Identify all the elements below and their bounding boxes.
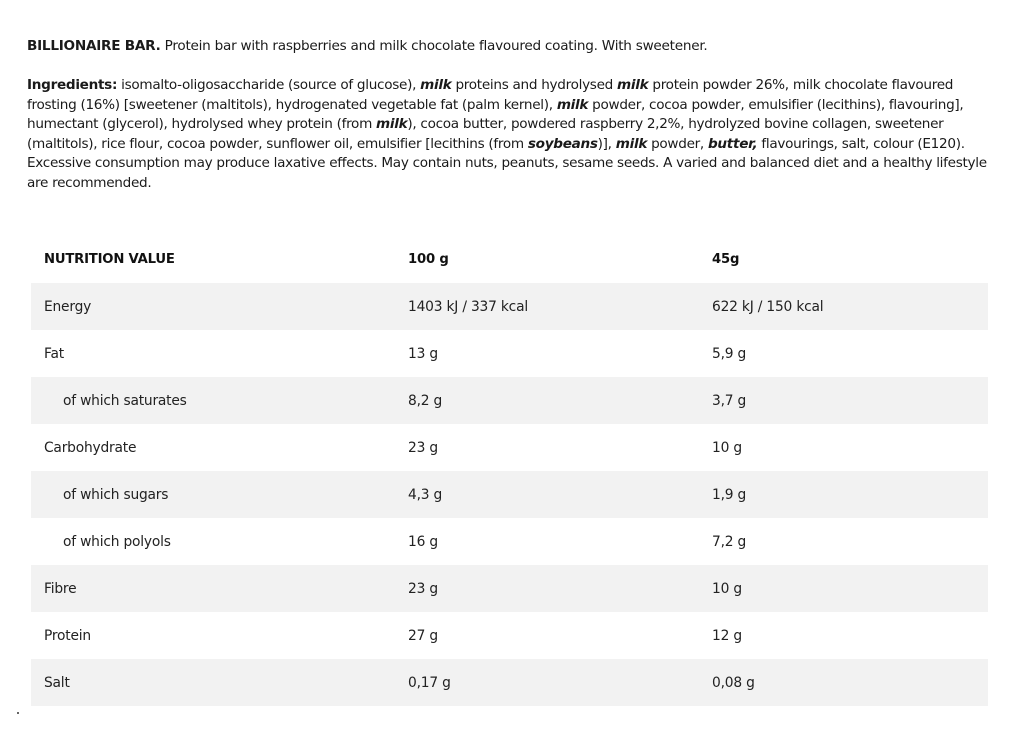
value-per-100g: 13 g [408, 345, 438, 362]
nutrient-name: Fat [44, 345, 64, 362]
table-row [31, 518, 988, 565]
header-per-100g: 100 g [408, 251, 449, 267]
nutrient-name: Energy [44, 298, 92, 315]
value-per-45g: 7,2 g [712, 533, 747, 550]
allergen-text: soybeans [527, 135, 598, 152]
value-per-45g: 622 kJ / 150 kcal [712, 298, 824, 315]
header-per-45g: 45g [712, 251, 740, 267]
nutrient-name: Fibre [44, 580, 77, 597]
value-per-100g: 4,3 g [408, 486, 443, 503]
ingredients-text: isomalto-oligosaccharide (source of glucose), [121, 77, 421, 93]
value-per-100g: 8,2 g [408, 392, 443, 409]
value-per-100g: 0,17 g [408, 674, 451, 691]
table-row [31, 283, 988, 330]
stray-dot [17, 712, 19, 714]
ingredients-label: Ingredients: [27, 77, 118, 93]
nutrient-name: of which sugars [63, 486, 169, 503]
nutrient-name: of which saturates [63, 392, 187, 409]
product-description: Protein bar with raspberries and milk chocolate flavoured coating. With sweetener. [160, 38, 708, 54]
value-per-45g: 5,9 g [712, 345, 747, 362]
value-per-100g: 23 g [408, 439, 438, 456]
ingredients-text: )], [597, 135, 616, 152]
nutrient-name: of which polyols [63, 533, 171, 550]
value-per-100g: 16 g [408, 533, 438, 550]
header-nutrition-value: NUTRITION VALUE [44, 251, 175, 267]
nutrition-table [31, 235, 988, 706]
ingredients-text: proteins and hydrolysed [451, 77, 618, 93]
value-per-45g: 10 g [712, 439, 742, 456]
value-per-45g: 3,7 g [712, 392, 747, 409]
value-per-100g: 1403 kJ / 337 kcal [408, 298, 528, 315]
ingredients-text: powder, cocoa powder, emulsifier (lecithins), flavouring], humectant (glycerol), hydrolysed whey protein (from [27, 96, 964, 132]
value-per-45g: 0,08 g [712, 674, 755, 691]
ingredients-text: ), cocoa butter, powdered raspberry 2,2%, hydrolyzed bovine collagen, sweetener (maltitols), rice flour, cocoa powder, sunflower oil, emulsifier [lecithins (from [27, 116, 944, 152]
table-row [31, 424, 988, 471]
value-per-100g: 23 g [408, 580, 438, 597]
table-row [31, 565, 988, 612]
ingredients-text: flavourings, salt, colour (E120). Excessive consumption may produce laxative effects. May contain nuts, peanuts, sesame seeds. A varied and balanced diet and a healthy lifestyle are recommended. [27, 135, 987, 191]
nutrient-name: Protein [44, 627, 91, 644]
allergen-text: milk [617, 77, 649, 93]
allergen-text: milk [420, 77, 452, 93]
value-per-100g: 27 g [408, 627, 438, 644]
ingredients-text: powder, [647, 135, 708, 152]
table-row [31, 377, 988, 424]
ingredients-paragraph [27, 76, 989, 193]
value-per-45g: 12 g [712, 627, 742, 644]
product-intro [27, 37, 997, 55]
allergen-text: butter, [707, 135, 758, 152]
value-per-45g: 10 g [712, 580, 742, 597]
product-name: BILLIONAIRE BAR. [27, 38, 161, 54]
allergen-text: milk [615, 135, 648, 152]
value-per-45g: 1,9 g [712, 486, 747, 503]
nutrient-name: Salt [44, 674, 70, 691]
nutrient-name: Carbohydrate [44, 439, 137, 456]
allergen-text: milk [556, 96, 589, 113]
table-row [31, 471, 988, 518]
nutrition-table-header [31, 235, 988, 283]
table-row [31, 330, 988, 377]
table-row [31, 612, 988, 659]
table-row [31, 659, 988, 706]
allergen-text: milk [376, 116, 408, 132]
ingredients-text: protein powder 26%, milk chocolate flavoured frosting (16%) [sweetener (maltitols), hydrogenated vegetable fat (palm kernel), [27, 77, 954, 113]
